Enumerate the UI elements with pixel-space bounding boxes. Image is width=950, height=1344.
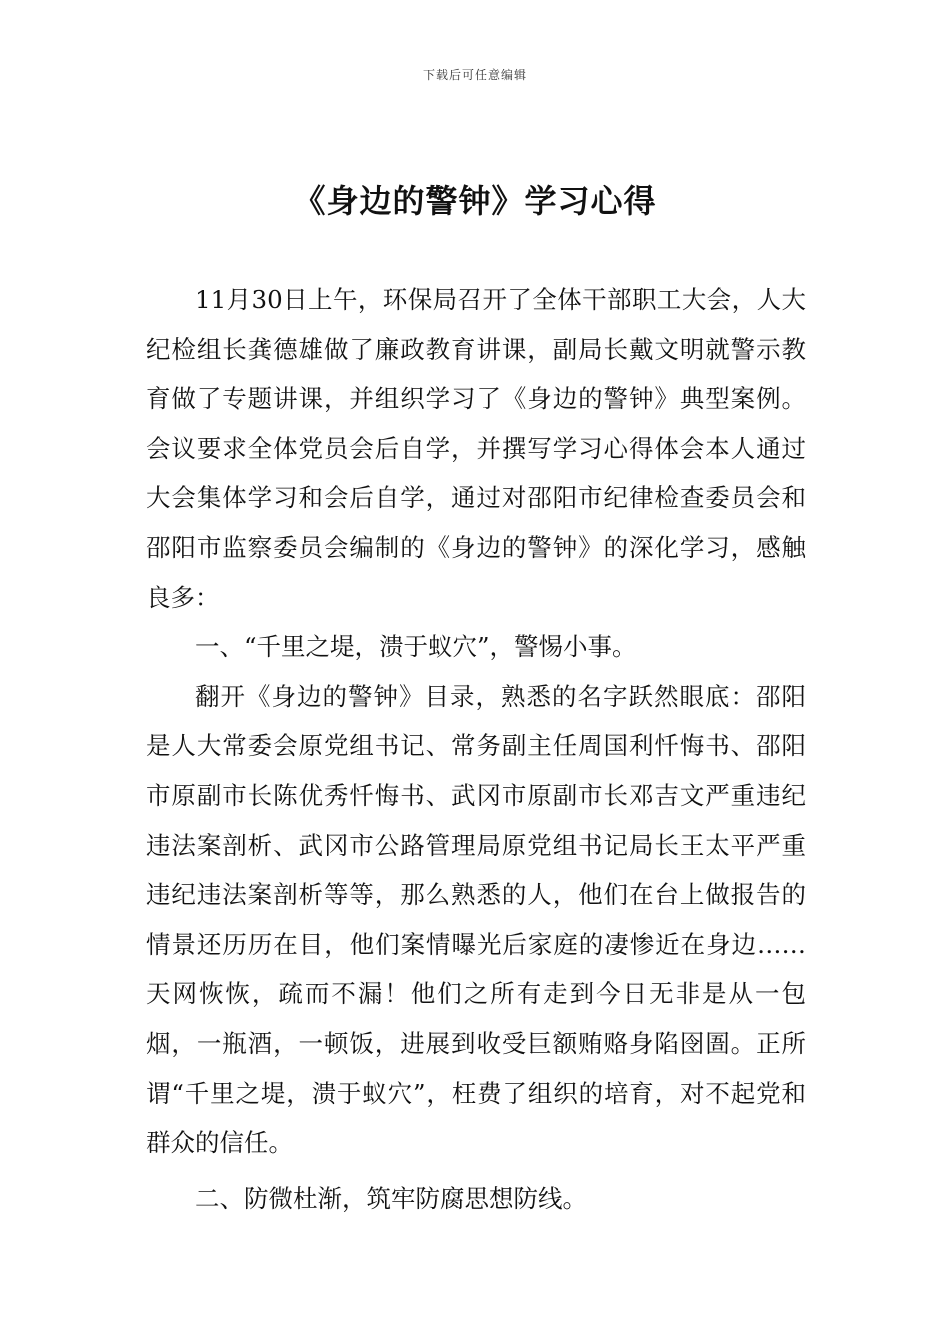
- section-heading-2: 二、防微杜渐，筑牢防腐思想防线。: [195, 1183, 587, 1213]
- paragraph-section-1: 翻开《身边的警钟》目录，熟悉的名字跃然眼底：邵阳是人大常委会原党组书记、常务副主任周国利忏悔书、邵阳市原副市长陈优秀忏悔书、武冈市原副市长邓吉文严重违纪违法案剖析、武冈市公路管理局原党组书记局长王太平严重违纪违法案剖析等等，那么熟悉的人，他们在台上做报告的情景还历历在目，他们案情曝光后家庭的凄惨近在身边……天网恢恢，疏而不漏！他们之所有走到今日无非是从一包烟，一瓶酒，一顿饭，进展到收受巨额贿赂身陷囹圄。正所谓“千里之堤，溃于蚁穴”，枉费了组织的培育，对不起党和群众的信任。: [146, 681, 806, 1158]
- document-title: 《身边的警钟》学习心得: [293, 182, 657, 220]
- document-body: [146, 275, 806, 1223]
- header-note: 下载后可任意编辑: [422, 68, 527, 82]
- paragraph-intro: 11月30日上午，环保局召开了全体干部职工大会，人大纪检组长龚德雄做了廉政教育讲课，副局长戴文明就警示教育做了专题讲课，并组织学习了《身边的警钟》典型案例。会议要求全体党员会后自学，并撰写学习心得体会本人通过大会集体学习和会后自学，通过对邵阳市纪律检查委员会和邵阳市监察委员会编制的《身边的警钟》的深化学习，感触良多：: [146, 285, 806, 612]
- section-heading-1: 一、“千里之堤，溃于蚁穴”，警惕小事。: [195, 632, 637, 662]
